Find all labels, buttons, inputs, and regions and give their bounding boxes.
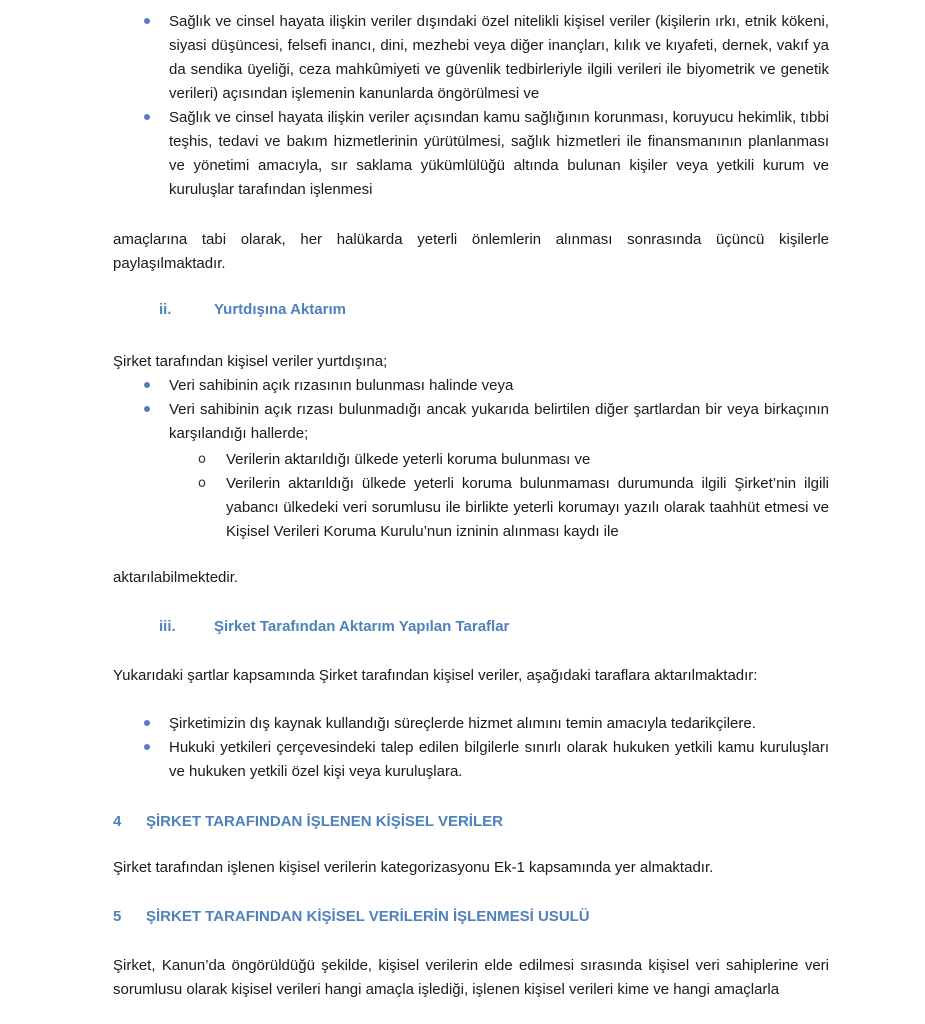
subsection-number: ii. xyxy=(159,301,172,318)
bullet-dot xyxy=(144,744,150,750)
list-item: Veri sahibinin açık rızasının bulunması halinde veya xyxy=(169,377,514,394)
subsection-title: Yurtdışına Aktarım xyxy=(214,301,346,318)
list-item: Sağlık ve cinsel hayata ilişkin veriler dışındaki özel nitelikli kişisel veriler (kişilerin ırkı, etnik kökeni, siyasi düşüncesi, felsefi inancı, dini, mezhebi veya diğer inançları, kılık ve kıyafeti, dernek, vakıf ya da sendika üyeliği, ceza mahkûmiyeti ve güvenlik tedbirleriyle ilgili verileri ile biyometrik ve genetik verileri) açısından işlemenin kanunlarda öngörülmesi ve xyxy=(169,13,829,102)
paragraph: Yukarıdaki şartlar kapsamında Şirket tarafından kişisel veriler, aşağıdaki taraflara aktarılmaktadır: xyxy=(113,667,758,684)
bullet-dot xyxy=(144,720,150,726)
paragraph: Şirket, Kanun’da öngörüldüğü şekilde, kişisel verilerin elde edilmesi sırasında kişisel veri sahiplerine veri sorumlusu olarak kişisel verileri hangi amaçla işlediği, işlenen kişisel verileri kime ve hangi amaçlarla xyxy=(113,957,829,998)
list-item: Verilerin aktarıldığı ülkede yeterli koruma bulunmaması durumunda ilgili Şirket’nin ilgili yabancı ülkedeki veri sorumlusu ile birlikte yeterli korumayı yazılı olarak taahhüt etmesi ve Kişisel Verileri Koruma Kurulu’nun izninin alınması kaydı ile xyxy=(226,475,829,540)
circle-bullet-icon: o xyxy=(198,452,206,467)
bullet-dot xyxy=(144,114,150,120)
list-item: Hukuki yetkileri çerçevesindeki talep edilen bilgilerle sınırlı olarak hukuken yetkili kamu kuruluşları ve hukuken yetkili özel kişi veya kuruluşlara. xyxy=(169,739,829,780)
paragraph: Şirket tarafından kişisel veriler yurtdışına; xyxy=(113,353,388,370)
paragraph: amaçlarına tabi olarak, her halükarda yeterli önlemlerin alınması sonrasında üçüncü kişilerle paylaşılmaktadır. xyxy=(113,231,829,272)
section-title: ŞİRKET TARAFINDAN İŞLENEN KİŞİSEL VERİLER xyxy=(146,813,503,830)
bullet-dot xyxy=(144,18,150,24)
section-number: 4 xyxy=(113,813,122,830)
list-item: Şirketimizin dış kaynak kullandığı süreçlerde hizmet alımını temin amacıyla tedarikçilere. xyxy=(169,715,756,732)
subsection-title: Şirket Tarafından Aktarım Yapılan Taraflar xyxy=(214,618,510,635)
list-item: Sağlık ve cinsel hayata ilişkin veriler açısından kamu sağlığının korunması, koruyucu hekimlik, tıbbi teşhis, tedavi ve bakım hizmetlerinin yürütülmesi, sağlık hizmetleri ile finansmanının planlanması ve yönetimi amacıyla, sır saklama yükümlülüğü altında bulunan kişiler veya yetkili kurum ve kuruluşlar tarafından işlenmesi xyxy=(169,109,829,198)
paragraph: aktarılabilmektedir. xyxy=(113,569,239,586)
section-title: ŞİRKET TARAFINDAN KİŞİSEL VERİLERİN İŞLENMESİ USULÜ xyxy=(146,908,590,925)
circle-bullet-icon: o xyxy=(198,476,206,491)
subsection-number: iii. xyxy=(159,618,176,635)
section-number: 5 xyxy=(113,908,122,925)
paragraph: Şirket tarafından işlenen kişisel verilerin kategorizasyonu Ek-1 kapsamında yer almaktadır. xyxy=(113,859,714,876)
bullet-dot xyxy=(144,382,150,388)
list-item: Verilerin aktarıldığı ülkede yeterli koruma bulunması ve xyxy=(226,451,591,468)
list-item: Veri sahibinin açık rızası bulunmadığı ancak yukarıda belirtilen diğer şartlardan bir veya birkaçının karşılandığı hallerde; xyxy=(169,401,829,442)
bullet-dot xyxy=(144,406,150,412)
